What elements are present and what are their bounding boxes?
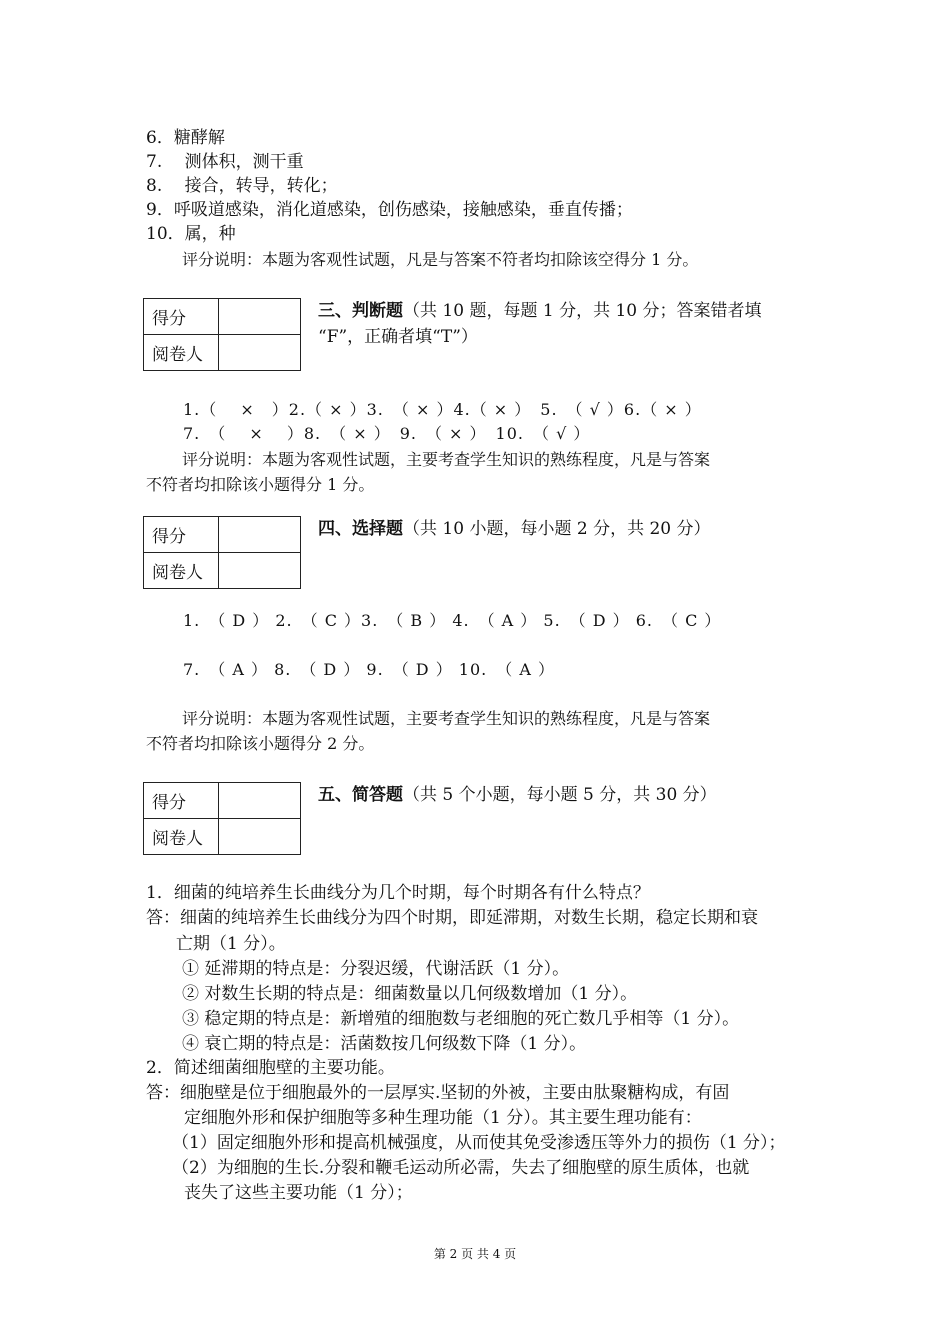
score-box-section3 [143, 298, 301, 371]
section3-title: 三、判断题 [318, 301, 403, 321]
section3-heading [318, 298, 762, 350]
reviewer-cell[interactable] [219, 553, 301, 589]
section4-heading [318, 516, 711, 542]
answer-2-item-2: （2）为细胞的生长.分裂和鞭毛运动所必需，失去了细胞壁的原生质体，也就 [172, 1158, 750, 1178]
answer-2-item-2-cont: 丧失了这些主要功能（1 分）； [184, 1183, 413, 1203]
score-cell[interactable] [219, 299, 301, 335]
answer-1-line-2: 亡期（1 分）。 [176, 934, 286, 954]
section4-note-2: 不符者均扣除该小题得分 2 分。 [146, 734, 375, 753]
answer-1-line-1: 答：细菌的纯培养生长曲线分为四个时期，即延滞期，对数生长期，稳定长期和衰 [146, 908, 758, 928]
reviewer-label: 阅卷人 [144, 819, 219, 855]
score-box-section4 [143, 516, 301, 589]
reviewer-label: 阅卷人 [144, 553, 219, 589]
section4-desc: （共 10 小题，每小题 2 分，共 20 分） [403, 519, 711, 539]
section3-answers-2: 7. （ × ）8. （ × ） 9. （ × ） 10. （ √ ） [183, 424, 591, 443]
section5-heading [318, 782, 717, 808]
answer-2-line-1: 答：细胞壁是位于细胞最外的一层厚实.坚韧的外被，主要由肽聚糖构成，有固 [146, 1083, 730, 1103]
section3-answers-1: 1.（ × ）2.（ × ）3. （ × ）4.（ × ） 5. （ √ ）6.（ × ） [183, 400, 702, 419]
score-label: 得分 [144, 517, 219, 553]
score-label: 得分 [144, 299, 219, 335]
score-cell[interactable] [219, 517, 301, 553]
section5-title: 五、简答题 [318, 785, 403, 805]
score-box-section5 [143, 782, 301, 855]
question-1: 1．细菌的纯培养生长曲线分为几个时期，每个时期各有什么特点？ [146, 883, 650, 903]
fill-grading-note: 评分说明：本题为客观性试题，凡是与答案不符者均扣除该空得分 1 分。 [182, 250, 699, 269]
answer-2-item-1: （1）固定细胞外形和提高机械强度，从而使其免受渗透压等外力的损伤（1 分）； [172, 1133, 786, 1153]
fill-answer-10: 10．属，种 [146, 224, 236, 244]
reviewer-cell[interactable] [219, 819, 301, 855]
page-footer: 第 2 页 共 4 页 [433, 1247, 517, 1261]
fill-answer-6: 6．糖酵解 [146, 128, 225, 148]
fill-answer-8: 8. 接合，转导，转化； [146, 176, 338, 196]
reviewer-label: 阅卷人 [144, 335, 219, 371]
section5-desc: （共 5 个小题，每小题 5 分，共 30 分） [403, 785, 717, 805]
section3-desc-2: “F”，正确者填“T”） [318, 327, 478, 347]
reviewer-cell[interactable] [219, 335, 301, 371]
answer-2-line-2: 定细胞外形和保护细胞等多种生理功能（1 分）。其主要生理功能有： [184, 1108, 702, 1128]
answer-1-point-1: ① 延滞期的特点是：分裂迟缓，代谢活跃（1 分）。 [182, 959, 570, 979]
answer-1-point-4: ④ 衰亡期的特点是：活菌数按几何级数下降（1 分）。 [182, 1034, 587, 1054]
fill-answer-9: 9．呼吸道感染，消化道感染，创伤感染，接触感染，垂直传播； [146, 200, 633, 220]
section4-answers-1: 1. （ D ） 2. （ C ）3. （ B ） 4. （ A ） 5. （ D ） 6. （ C ） [183, 611, 722, 630]
answer-1-point-2: ② 对数生长期的特点是：细菌数量以几何级数增加（1 分）。 [182, 984, 638, 1004]
section4-note-1: 评分说明：本题为客观性试题，主要考查学生知识的熟练程度，凡是与答案 [182, 709, 711, 728]
question-2: 2．简述细菌细胞壁的主要功能。 [146, 1058, 395, 1078]
score-cell[interactable] [219, 783, 301, 819]
section3-note-2: 不符者均扣除该小题得分 1 分。 [146, 475, 375, 494]
section3-desc: （共 10 题，每题 1 分，共 10 分；答案错者填 [403, 301, 762, 321]
section4-title: 四、选择题 [318, 519, 403, 539]
section4-answers-2: 7. （ A ） 8. （ D ） 9. （ D ） 10. （ A ） [183, 660, 555, 679]
score-label: 得分 [144, 783, 219, 819]
answer-1-point-3: ③ 稳定期的特点是：新增殖的细胞数与老细胞的死亡数几乎相等（1 分）。 [182, 1009, 740, 1029]
fill-answer-7: 7. 测体积，测干重 [146, 152, 304, 172]
section3-note-1: 评分说明：本题为客观性试题，主要考查学生知识的熟练程度，凡是与答案 [182, 450, 711, 469]
